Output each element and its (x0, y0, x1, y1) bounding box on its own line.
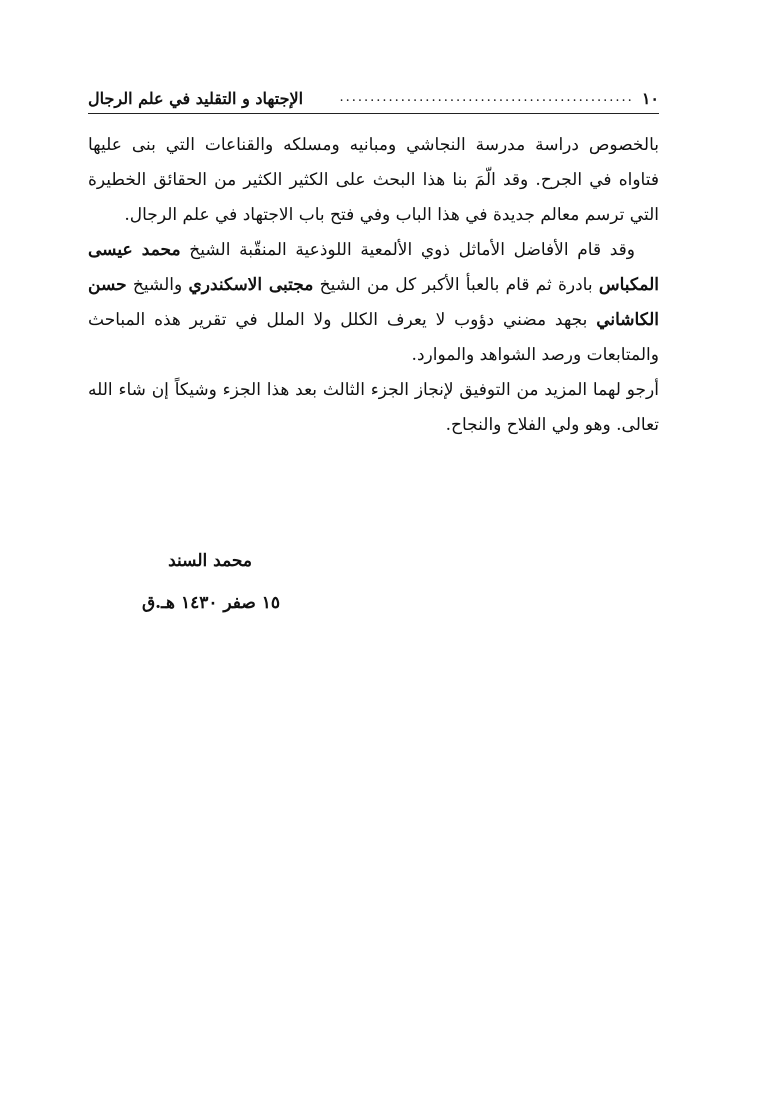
paragraph-2-text-d: بجهد مضني دؤوب لا يعرف الكلل ولا الملل في تقرير هذه المباحث والمتابعات ورصد الشواهد والموارد. (88, 310, 659, 365)
paragraph-2-text-b: بادرة ثم قام بالعبأ الأكبر كل من الشيخ (313, 275, 599, 295)
running-header (88, 84, 659, 112)
signature-date: ١٥ صفر ١٤٣٠ هـ.ق (141, 593, 280, 613)
paragraph-2-text-a: وقد قام الأفاضل الأماثل ذوي الألمعية اللوذعية المنقّبة الشيخ (180, 240, 635, 260)
paragraph-2 (88, 233, 659, 373)
person-name-1: محمد عيسى المكباس (88, 240, 659, 295)
paragraph-1: بالخصوص دراسة مدرسة النجاشي ومبانيه ومسلكه والقناعات التي بنى عليها فتاواه في الجرح. وقد الّمَ بنا هذا البحث على الكثير الكثير من الحقائق الخطيرة التي ترسم معالم جديدة في هذا الباب وفي فتح باب الاجتهاد في علم الرجال. (88, 135, 659, 225)
body-text (88, 128, 659, 443)
signature-block (120, 540, 280, 624)
header-divider (88, 113, 659, 114)
author-name: محمد السند (168, 551, 252, 571)
page-number: ١٠ (641, 88, 659, 108)
paragraph-3: أرجو لهما المزيد من التوفيق لإنجاز الجزء الثالث بعد هذا الجزء وشيكاً إن شاء الله تعالى. وهو ولي الفلاح والنجاح. (88, 380, 659, 435)
person-name-3: حسن الكاشاني (88, 275, 659, 330)
header-title: الإجتهاد و التقليد في علم الرجال (88, 88, 304, 108)
paragraph-2-text-c: والشيخ (126, 275, 189, 295)
dot-leader: ................................................ (339, 90, 634, 105)
person-name-2: مجتبى الاسكندري (188, 275, 314, 295)
